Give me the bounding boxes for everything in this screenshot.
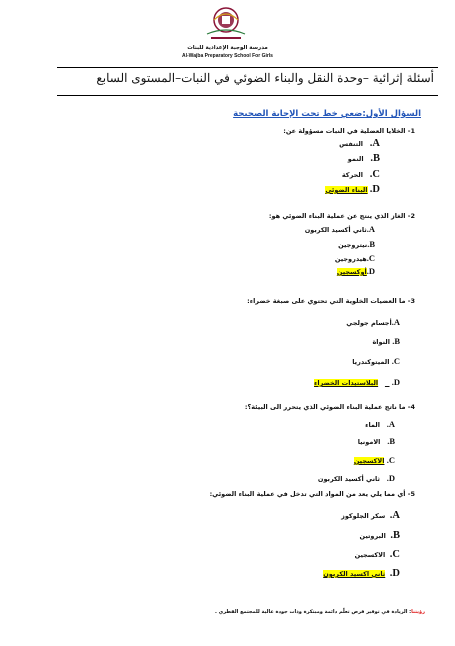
school-logo [201, 6, 251, 44]
q1-option-a[interactable]: A. التنفس [339, 138, 380, 149]
section-title: السؤال الأول:ضعي خط تحت الإجابة الصحيحة [233, 109, 421, 119]
q2-option-a[interactable]: A.ثاني أكسيد الكربون [304, 224, 375, 234]
worksheet-title: أسئلة إثرائية –وحدة النقل والبناء الضوئي في النبات–المستوى السابع [96, 71, 434, 85]
footer-vision: رؤيتنا: الريادة في توفير فرص تعلّم دائمة ومبتكرة وذات جودة عالية للمجتمع القطري . [214, 609, 425, 615]
q3-option-a[interactable]: A.أجسام جولجي [346, 317, 400, 327]
q2-option-b[interactable]: B.نيتروجين [338, 239, 375, 249]
q1-option-b[interactable]: B. النمو [347, 153, 380, 164]
q1-option-d[interactable]: D. البناء الضوئي [325, 184, 380, 195]
q5-option-b[interactable]: B. البروتين [359, 530, 400, 541]
q4-option-d[interactable]: D. ثاني أكسيد الكربون [317, 473, 395, 483]
q3-option-c[interactable]: C. الميتوكندريا [352, 356, 400, 366]
question-3: 3- ما العضيات الخلوية التي تحتوي على صبغة خضراء: [247, 297, 415, 305]
q2-option-d[interactable]: D.أوكسجين [336, 266, 375, 276]
q5-option-d[interactable]: D. ثاني اكسيد الكربون [323, 568, 400, 579]
q1-option-c[interactable]: C. الحركة [341, 169, 380, 180]
q4-option-a[interactable]: A. الماء [365, 419, 395, 429]
q3-option-d[interactable]: D. البلاستيدات الخضراء [314, 377, 400, 387]
q4-option-c[interactable]: C. الاكسجين [353, 455, 395, 465]
school-name-arabic: مدرسة الوجبة الإعدادية للبنات [187, 45, 268, 51]
q4-option-b[interactable]: B. الامونيا [357, 436, 395, 446]
question-1: 1- الخلايا العضلية في النبات مسؤولة عن: [283, 127, 415, 135]
title-rule-bottom [57, 95, 438, 96]
q5-option-a[interactable]: A. سكر الجلوكوز [341, 510, 400, 521]
q3-option-b[interactable]: B. النواة [372, 336, 400, 346]
q5-option-c[interactable]: C. الاكسجين [354, 549, 400, 560]
question-4: 4- ما ناتج عملية البناء الضوئي الذي يتحرر الى البيئة؟: [244, 403, 415, 411]
title-rule-top [57, 67, 438, 68]
question-2: 2- الغاز الذي ينتج عن عملية البناء الضوئي هو: [268, 212, 415, 220]
school-name-english: Al-Wajba Preparatory School For Girls [182, 53, 273, 59]
q2-option-c[interactable]: C.هيدروجين [334, 253, 375, 263]
question-5: 5- أي مما يلي يعد من المواد التي تدخل في عملية البناء الضوئي: [209, 490, 415, 498]
